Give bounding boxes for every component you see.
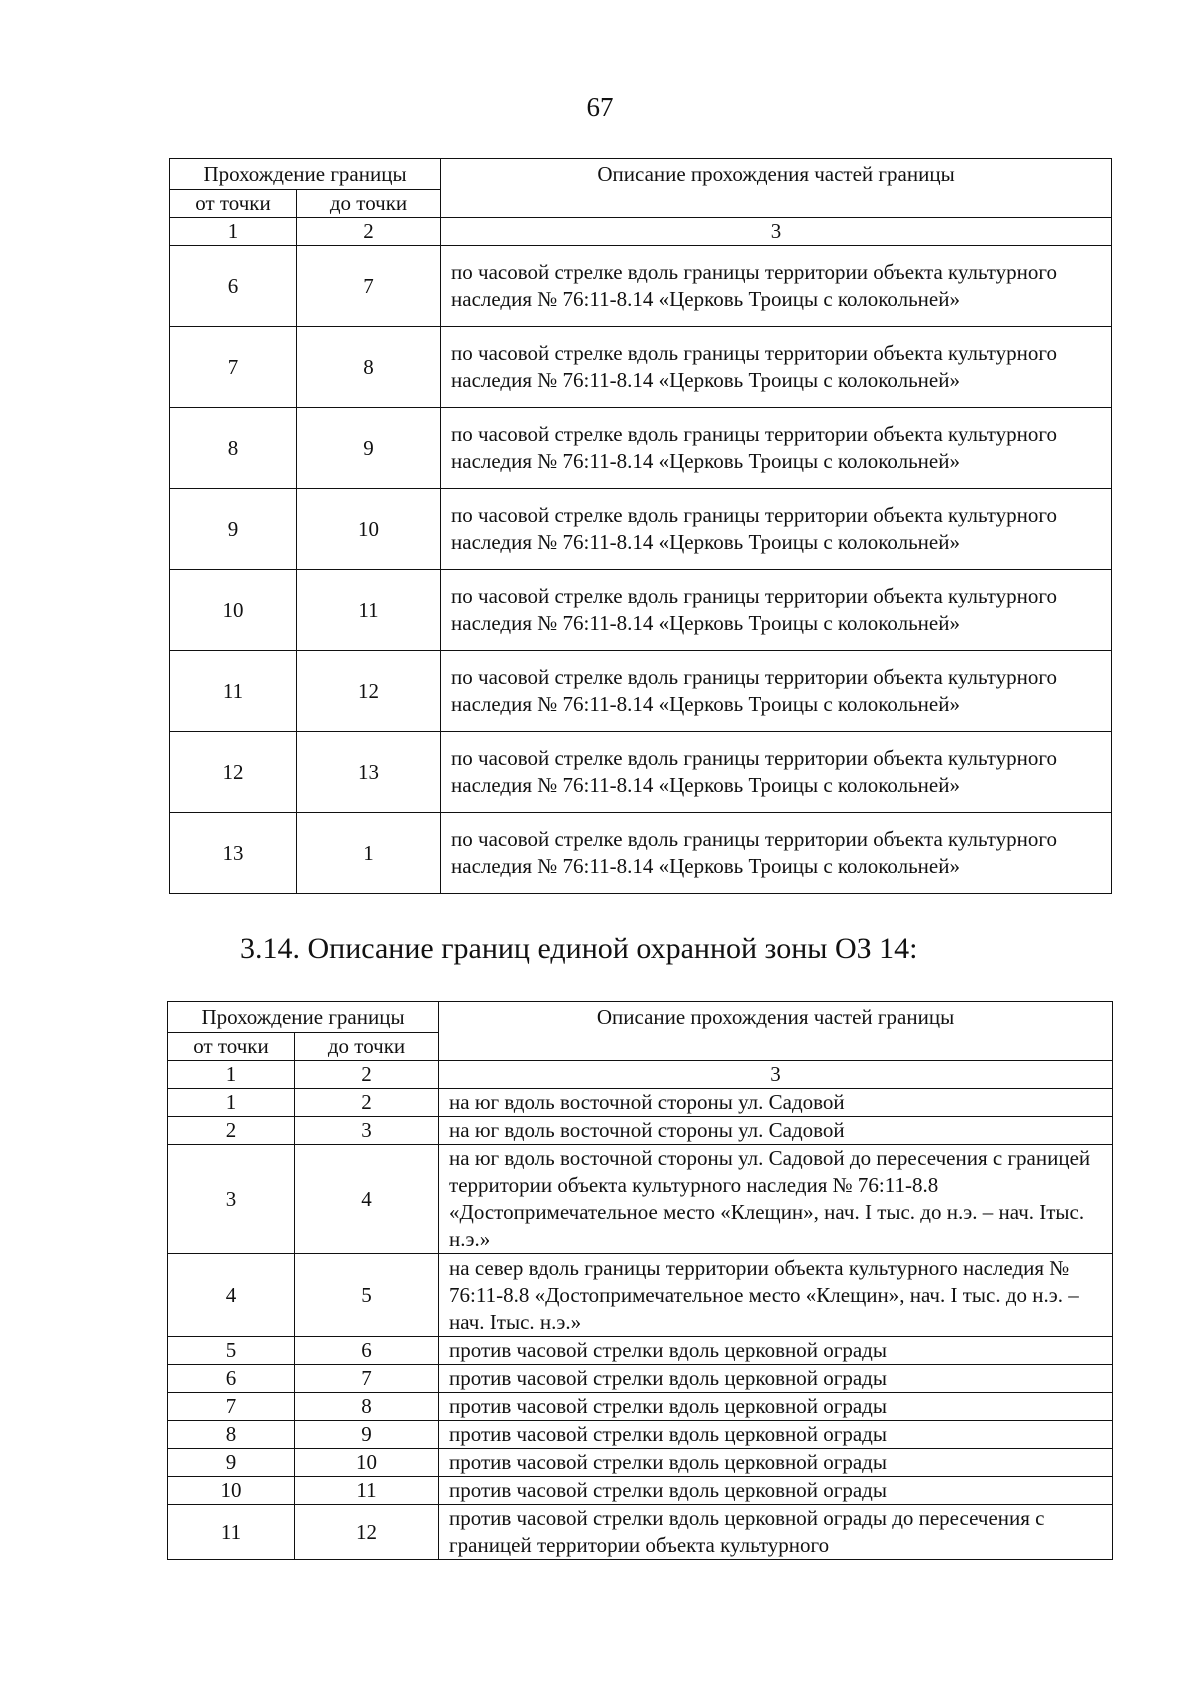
to-point: 11 [297, 570, 441, 651]
boundary-table-1 [169, 158, 1112, 894]
from-point: 8 [170, 408, 297, 489]
boundary-description: против часовой стрелки вдоль церковной ограды [439, 1337, 1113, 1365]
table-row [168, 1393, 1113, 1421]
header-description: Описание прохождения частей границы [439, 1002, 1113, 1061]
header-passage: Прохождение границы [170, 159, 441, 190]
table-row [170, 651, 1112, 732]
from-point: 3 [168, 1145, 295, 1254]
table-row [170, 246, 1112, 327]
column-index-row [170, 218, 1112, 246]
boundary-description: по часовой стрелке вдоль границы территории объекта культурного наследия № 76:11-8.14 «Церковь Троицы с колокольней» [441, 570, 1112, 651]
from-point: 4 [168, 1254, 295, 1337]
column-index: 1 [170, 218, 297, 246]
boundary-description: на север вдоль границы территории объекта культурного наследия № 76:11-8.8 «Достопримечательное место «Клещин», нач. I тыс. до н.э. – нач. Iтыс. н.э.» [439, 1254, 1113, 1337]
table-row [168, 1337, 1113, 1365]
header-from: от точки [168, 1033, 295, 1061]
table-row [168, 1117, 1113, 1145]
to-point: 8 [295, 1393, 439, 1421]
boundary-description: на юг вдоль восточной стороны ул. Садовой [439, 1117, 1113, 1145]
to-point: 3 [295, 1117, 439, 1145]
header-to: до точки [297, 190, 441, 218]
boundary-description: против часовой стрелки вдоль церковной ограды [439, 1421, 1113, 1449]
to-point: 7 [297, 246, 441, 327]
column-index-row [168, 1061, 1113, 1089]
column-index: 1 [168, 1061, 295, 1089]
header-to: до точки [295, 1033, 439, 1061]
from-point: 11 [168, 1505, 295, 1560]
from-point: 7 [168, 1393, 295, 1421]
header-description: Описание прохождения частей границы [441, 159, 1112, 218]
table-row [168, 1089, 1113, 1117]
table-row [168, 1421, 1113, 1449]
table-row [168, 1449, 1113, 1477]
from-point: 6 [168, 1365, 295, 1393]
section-heading: 3.14. Описание границ единой охранной зоны ОЗ 14: [240, 932, 918, 965]
to-point: 8 [297, 327, 441, 408]
boundary-description: по часовой стрелке вдоль границы территории объекта культурного наследия № 76:11-8.14 «Церковь Троицы с колокольней» [441, 651, 1112, 732]
table-header-row [168, 1002, 1113, 1033]
boundary-description: против часовой стрелки вдоль церковной ограды [439, 1393, 1113, 1421]
from-point: 1 [168, 1089, 295, 1117]
boundary-description: по часовой стрелке вдоль границы территории объекта культурного наследия № 76:11-8.14 «Церковь Троицы с колокольней» [441, 327, 1112, 408]
boundary-description: против часовой стрелки вдоль церковной ограды [439, 1365, 1113, 1393]
to-point: 10 [297, 489, 441, 570]
to-point: 12 [295, 1505, 439, 1560]
boundary-description: против часовой стрелки вдоль церковной ограды [439, 1477, 1113, 1505]
from-point: 12 [170, 732, 297, 813]
to-point: 4 [295, 1145, 439, 1254]
to-point: 7 [295, 1365, 439, 1393]
from-point: 7 [170, 327, 297, 408]
from-point: 6 [170, 246, 297, 327]
table-row [170, 408, 1112, 489]
boundary-description: по часовой стрелке вдоль границы территории объекта культурного наследия № 76:11-8.14 «Церковь Троицы с колокольней» [441, 732, 1112, 813]
from-point: 13 [170, 813, 297, 894]
table-row [170, 813, 1112, 894]
table-row [170, 732, 1112, 813]
to-point: 11 [295, 1477, 439, 1505]
boundary-description: против часовой стрелки вдоль церковной ограды до пересечения с границей территории объекта культурного [439, 1505, 1113, 1560]
from-point: 9 [168, 1449, 295, 1477]
from-point: 5 [168, 1337, 295, 1365]
header-passage: Прохождение границы [168, 1002, 439, 1033]
column-index: 2 [295, 1061, 439, 1089]
boundary-description: по часовой стрелке вдоль границы территории объекта культурного наследия № 76:11-8.14 «Церковь Троицы с колокольней» [441, 813, 1112, 894]
table-row [168, 1505, 1113, 1560]
column-index: 3 [439, 1061, 1113, 1089]
to-point: 9 [297, 408, 441, 489]
boundary-description: на юг вдоль восточной стороны ул. Садовой [439, 1089, 1113, 1117]
header-from: от точки [170, 190, 297, 218]
table-row [170, 327, 1112, 408]
to-point: 5 [295, 1254, 439, 1337]
to-point: 9 [295, 1421, 439, 1449]
boundary-description: по часовой стрелке вдоль границы территории объекта культурного наследия № 76:11-8.14 «Церковь Троицы с колокольней» [441, 489, 1112, 570]
boundary-description: на юг вдоль восточной стороны ул. Садовой до пересечения с границей территории объекта культурного наследия № 76:11-8.8 «Достопримечательное место «Клещин», нач. I тыс. до н.э. – нач. Iтыс. н.э.» [439, 1145, 1113, 1254]
boundary-table-2 [167, 1001, 1113, 1560]
column-index: 2 [297, 218, 441, 246]
to-point: 6 [295, 1337, 439, 1365]
boundary-description: по часовой стрелке вдоль границы территории объекта культурного наследия № 76:11-8.14 «Церковь Троицы с колокольней» [441, 408, 1112, 489]
from-point: 8 [168, 1421, 295, 1449]
from-point: 10 [168, 1477, 295, 1505]
to-point: 13 [297, 732, 441, 813]
from-point: 9 [170, 489, 297, 570]
table-row [168, 1477, 1113, 1505]
from-point: 11 [170, 651, 297, 732]
table-header-row [170, 159, 1112, 190]
to-point: 10 [295, 1449, 439, 1477]
table-row [168, 1254, 1113, 1337]
table-row [168, 1365, 1113, 1393]
table-row [170, 489, 1112, 570]
table-row [170, 570, 1112, 651]
to-point: 2 [295, 1089, 439, 1117]
from-point: 10 [170, 570, 297, 651]
boundary-description: против часовой стрелки вдоль церковной ограды [439, 1449, 1113, 1477]
table-row [168, 1145, 1113, 1254]
boundary-description: по часовой стрелке вдоль границы территории объекта культурного наследия № 76:11-8.14 «Церковь Троицы с колокольней» [441, 246, 1112, 327]
page-number: 67 [586, 92, 614, 122]
from-point: 2 [168, 1117, 295, 1145]
to-point: 12 [297, 651, 441, 732]
to-point: 1 [297, 813, 441, 894]
column-index: 3 [441, 218, 1112, 246]
